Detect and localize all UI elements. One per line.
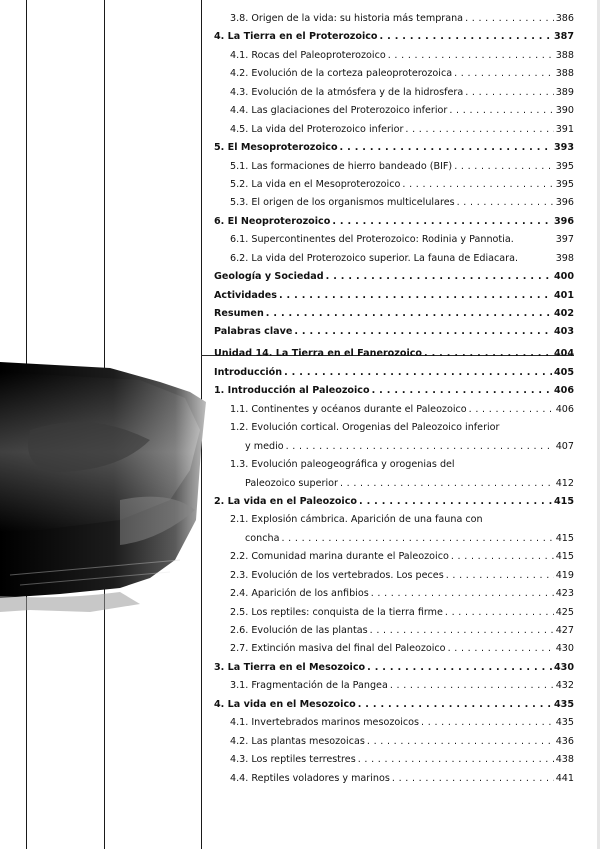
- toc-leader-dots: [358, 700, 552, 710]
- toc-entry[interactable]: [214, 737, 574, 747]
- toc-entry[interactable]: [214, 718, 574, 728]
- toc-leader-dots: [465, 14, 554, 24]
- toc-entry-page: 406: [553, 385, 574, 397]
- toc-entry-title: 2.1. Explosión cámbrica. Aparición de una fauna con: [230, 514, 483, 526]
- toc-entry-title: 4.1. Invertebrados marinos mesozoicos: [230, 717, 420, 729]
- toc-entry-title: 6. El Neoproterozoico: [214, 215, 331, 227]
- toc-leader-dots: [284, 368, 552, 378]
- toc-entry[interactable]: [214, 272, 574, 282]
- toc-entry-title: Palabras clave: [214, 326, 293, 338]
- table-of-contents: [214, 14, 574, 792]
- toc-entry[interactable]: [214, 309, 574, 319]
- toc-entry[interactable]: [214, 774, 574, 784]
- toc-entry-title: 4.5. La vida del Proterozoico inferior: [230, 123, 404, 135]
- toc-entry-title: 1.1. Continentes y océanos durante el Paleozoico: [230, 403, 467, 415]
- toc-leader-dots: [294, 327, 552, 337]
- toc-entry-title: 2.4. Aparición de los anfibios: [230, 588, 369, 600]
- toc-leader-dots: [367, 663, 552, 673]
- toc-entry-title: 3. La Tierra en el Mesozoico: [214, 661, 366, 673]
- toc-leader-dots: [457, 198, 554, 208]
- toc-leader-dots: [371, 589, 554, 599]
- toc-entry-title: Introducción: [214, 366, 283, 378]
- toc-entry-title: Paleozoico superior: [245, 477, 338, 489]
- toc-entry[interactable]: [214, 552, 574, 562]
- toc-leader-dots: [465, 88, 553, 98]
- toc-leader-dots: [449, 106, 553, 116]
- toc-entry-page: 407: [555, 440, 574, 452]
- toc-entry[interactable]: [214, 663, 574, 673]
- toc-leader-dots: [370, 626, 554, 636]
- toc-entry-page: 438: [555, 754, 574, 766]
- toc-leader-dots: [279, 291, 552, 301]
- toc-entry[interactable]: [214, 497, 574, 507]
- toc-leader-dots: [367, 737, 554, 747]
- toc-entry-page: 405: [553, 366, 574, 378]
- toc-entry[interactable]: [214, 479, 574, 489]
- toc-entry[interactable]: [214, 88, 574, 98]
- toc-entry[interactable]: [214, 442, 574, 452]
- toc-entry-title: Geología y Sociedad: [214, 271, 324, 283]
- toc-entry[interactable]: [214, 327, 574, 337]
- toc-entry-page: 419: [555, 569, 574, 581]
- toc-entry-page: 397: [555, 234, 574, 246]
- toc-entry-page: 401: [553, 289, 574, 301]
- toc-entry[interactable]: [214, 368, 574, 378]
- toc-entry-title: 2.6. Evolución de las plantas: [230, 625, 368, 636]
- toc-leader-dots: [421, 718, 554, 728]
- toc-entry[interactable]: [214, 198, 574, 208]
- toc-entry[interactable]: [214, 291, 574, 301]
- toc-entry-title: 4.4. Reptiles voladores y marinos: [230, 772, 390, 784]
- toc-leader-dots: [424, 349, 552, 359]
- toc-entry[interactable]: [214, 644, 574, 654]
- toc-entry-title: 4.4. Las glaciaciones del Proterozoico inferior: [230, 105, 448, 117]
- toc-leader-dots: [326, 272, 552, 282]
- toc-entry[interactable]: [214, 460, 574, 470]
- toc-entry-title: 4.2. Las plantas mesozoicas: [230, 735, 365, 747]
- toc-entry-page: 393: [553, 142, 574, 154]
- toc-entry[interactable]: [214, 626, 574, 636]
- toc-entry[interactable]: [214, 106, 574, 116]
- toc-leader-dots: [454, 162, 554, 172]
- toc-entry-page: 427: [555, 625, 574, 636]
- toc-entry-page: 400: [553, 271, 574, 283]
- toc-entry-page: 415: [553, 495, 574, 507]
- toc-entry[interactable]: [214, 700, 574, 710]
- toc-leader-dots: [390, 681, 554, 691]
- toc-entry-page: 441: [555, 772, 574, 784]
- toc-entry[interactable]: [214, 515, 574, 525]
- toc-entry-page: 395: [555, 178, 574, 190]
- toc-entry-page: 388: [555, 68, 574, 80]
- toc-entry[interactable]: [214, 608, 574, 618]
- toc-entry-page: 386: [555, 13, 574, 24]
- toc-entry-page: 412: [555, 477, 574, 489]
- toc-entry-page: 398: [555, 252, 574, 264]
- toc-leader-dots: [332, 217, 552, 227]
- toc-entry-title: 1.2. Evolución cortical. Orogenias del Paleozoico inferior: [230, 422, 500, 434]
- toc-entry[interactable]: [214, 386, 574, 396]
- toc-entry-title: 5.2. La vida en el Mesoproterozoico: [230, 178, 401, 190]
- toc-leader-dots: [451, 552, 554, 562]
- toc-leader-dots: [392, 774, 554, 784]
- toc-leader-dots: [340, 479, 554, 489]
- toc-entry[interactable]: [214, 32, 574, 42]
- toc-entry-page: 430: [553, 661, 574, 673]
- toc-entry[interactable]: [214, 69, 574, 79]
- decorative-wave-photo: [0, 0, 210, 849]
- toc-entry-page: 435: [553, 698, 574, 710]
- toc-entry-title: 6.1. Supercontinentes del Proterozoico: Rodinia y Pannotia.: [230, 234, 514, 246]
- toc-entry[interactable]: [214, 254, 574, 264]
- toc-entry[interactable]: [214, 14, 574, 24]
- toc-entry-page: 430: [555, 643, 574, 655]
- toc-entry-title: Resumen: [214, 308, 264, 319]
- toc-entry-title: 4.3. Evolución de la atmósfera y de la hidrosfera: [230, 86, 464, 98]
- toc-entry[interactable]: [214, 162, 574, 172]
- toc-entry[interactable]: [214, 349, 574, 359]
- toc-entry-title: 2. La vida en el Paleozoico: [214, 495, 357, 507]
- toc-entry-page: 402: [553, 308, 574, 319]
- toc-leader-dots: [402, 180, 553, 190]
- toc-leader-dots: [358, 755, 554, 765]
- toc-leader-dots: [340, 143, 552, 153]
- toc-entry[interactable]: [214, 423, 574, 433]
- toc-entry-page: 388: [555, 49, 574, 61]
- toc-entry-title: 1. Introducción al Paleozoico: [214, 385, 370, 397]
- toc-entry-title: 5.3. El origen de los organismos multicelulares: [230, 197, 455, 209]
- toc-entry[interactable]: [214, 589, 574, 599]
- toc-leader-dots: [405, 125, 553, 135]
- toc-entry[interactable]: [214, 571, 574, 581]
- toc-leader-dots: [281, 534, 553, 544]
- toc-entry[interactable]: [214, 51, 574, 61]
- toc-entry-title: 3.1. Fragmentación de la Pangea: [230, 680, 388, 692]
- toc-entry-page: 395: [555, 160, 574, 172]
- toc-entry-title: 2.5. Los reptiles: conquista de la tierra firme: [230, 606, 443, 618]
- toc-leader-dots: [445, 608, 554, 618]
- toc-entry-page: 396: [555, 197, 574, 209]
- toc-leader-dots: [388, 51, 554, 61]
- toc-entry-title: 2.2. Comunidad marina durante el Paleozoico: [230, 551, 449, 563]
- toc-leader-dots: [380, 32, 552, 42]
- toc-entry[interactable]: [214, 235, 574, 245]
- toc-entry-page: 415: [555, 532, 574, 544]
- toc-entry-page: 404: [553, 348, 574, 360]
- toc-entry-page: 432: [555, 680, 574, 692]
- toc-entry-page: 423: [555, 588, 574, 600]
- toc-entry-title: 3.8. Origen de la vida: su historia más temprana: [230, 13, 464, 24]
- toc-entry-page: 436: [555, 735, 574, 747]
- toc-leader-dots: [446, 571, 554, 581]
- toc-entry-page: 425: [555, 606, 574, 618]
- toc-leader-dots: [454, 69, 554, 79]
- toc-entry-title: 2.7. Extinción masiva del final del Paleozoico: [230, 643, 446, 655]
- toc-entry[interactable]: [214, 180, 574, 190]
- toc-entry-title: 4. La vida en el Mesozoico: [214, 698, 356, 710]
- toc-entry[interactable]: [214, 217, 574, 227]
- toc-entry-title: 4.3. Los reptiles terrestres: [230, 754, 356, 766]
- toc-entry-title: 2.3. Evolución de los vertebrados. Los peces: [230, 569, 444, 581]
- toc-entry-title: concha: [245, 532, 280, 544]
- toc-leader-dots: [266, 309, 552, 319]
- toc-entry-title: Unidad 14. La Tierra en el Fanerozoico: [214, 348, 423, 360]
- toc-leader-dots: [448, 644, 554, 654]
- toc-leader-dots: [469, 405, 554, 415]
- toc-leader-dots: [372, 386, 552, 396]
- toc-entry-page: 387: [553, 31, 574, 43]
- toc-entry-title: 4.2. Evolución de la corteza paleoproterozoica: [230, 68, 453, 80]
- toc-entry-page: 415: [555, 551, 574, 563]
- toc-entry-page: 390: [555, 105, 574, 117]
- toc-entry-title: 6.2. La vida del Proterozoico superior. La fauna de Ediacara.: [230, 252, 519, 264]
- toc-entry-title: 4. La Tierra en el Proterozoico: [214, 31, 378, 43]
- toc-entry[interactable]: [214, 755, 574, 765]
- toc-entry-page: 435: [555, 717, 574, 729]
- toc-entry-page: 406: [555, 403, 574, 415]
- toc-entry-page: 396: [553, 215, 574, 227]
- toc-entry[interactable]: [214, 681, 574, 691]
- toc-entry-page: 391: [555, 123, 574, 135]
- toc-entry[interactable]: [214, 143, 574, 153]
- toc-entry-title: 1.3. Evolución paleogeográfica y orogenias del: [230, 459, 455, 471]
- toc-entry-title: 5.1. Las formaciones de hierro bandeado (BIF): [230, 160, 453, 172]
- toc-entry-page: 389: [555, 86, 574, 98]
- toc-leader-dots: [359, 497, 552, 507]
- toc-leader-dots: [286, 442, 554, 452]
- toc-entry-title: y medio: [245, 440, 284, 452]
- toc-entry-page: 403: [553, 326, 574, 338]
- toc-entry[interactable]: [214, 534, 574, 544]
- toc-entry-title: Actividades: [214, 289, 277, 301]
- toc-entry-title: 5. El Mesoproterozoico: [214, 142, 338, 154]
- toc-entry[interactable]: [214, 405, 574, 415]
- toc-entry[interactable]: [214, 125, 574, 135]
- toc-entry-title: 4.1. Rocas del Paleoproterozoico: [230, 49, 386, 61]
